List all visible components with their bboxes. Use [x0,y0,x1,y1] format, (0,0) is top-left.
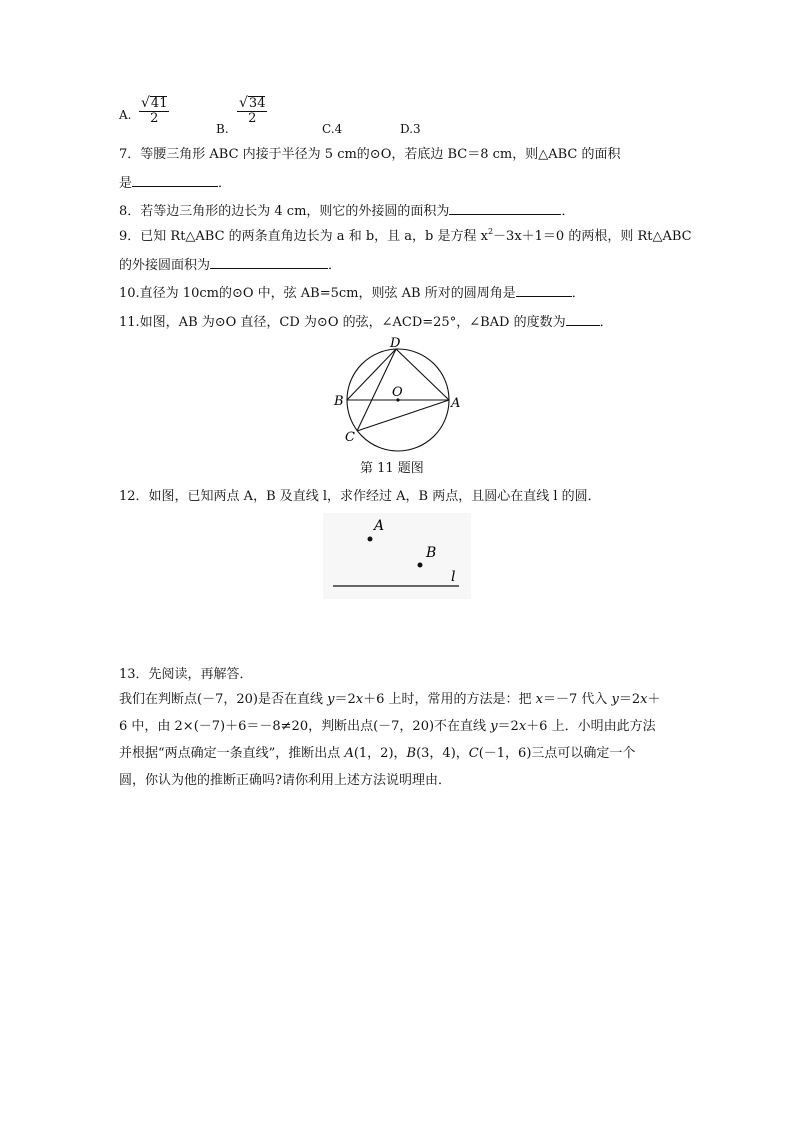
q9-text-b: －3x＋1＝0 的两根，则 Rt△ABC [493,229,692,244]
q13-l1-b: ＝2 [334,692,356,707]
q6-option-a-denominator: 2 [150,111,159,126]
q11-text: 11.如图，AB 为⊙O 直径，CD 为⊙O 的弦，∠ACD=25°，∠BAD 的度数为 [119,315,566,330]
q13-line3 [119,745,635,763]
q12-point-a [368,537,373,542]
q11-suffix: ． [599,315,613,330]
q9-prefix: 的外接圆面积为 [119,258,211,273]
q7-answer-blank[interactable] [132,173,218,187]
q13-l3-a: 并根据“两点确定一条直线”，推断出点 [119,746,345,761]
q13-l2-a: 6 中，由 2×(－7)＋6＝－8≠20，判断出点(－7，20)不在直线 [119,719,491,734]
q13-l2-x: x [518,719,527,734]
q7-line2 [119,173,231,193]
q13-l3-point-c: C [468,746,479,761]
q13-l3-c: (3，4)， [416,746,469,761]
q6-option-a-label: A. [119,108,132,122]
q13-l1-e: ＝2 [618,692,641,707]
q7-prefix: 是 [119,176,133,191]
q6-option-a-radicand: 41 [150,96,168,111]
q13-title: 13．先阅读，再解答． [119,667,253,682]
q13-l2-b: ＝2 [497,719,519,734]
q13-l1-a: 我们在判断点(－7，20)是否在直线 [119,692,328,707]
q10-suffix: ． [571,286,585,301]
q12-label-a: A [374,518,385,534]
q6-option-b-fraction: $\frac{√34}{2}$ [239,95,266,126]
q8-line [119,201,574,221]
q9-suffix: ． [328,258,342,273]
q13-l3-point-a: A [344,746,354,761]
q12-label-b: B [426,545,437,561]
q9-line2 [119,255,341,275]
q6-option-a-fraction: $\frac{√41}{2}$ [141,95,168,126]
q12-figure [323,513,471,599]
q13-l1-y2: y [611,692,619,707]
q12-point-b [418,563,423,568]
q13-l1-x3: x [640,692,648,707]
q13-l3-point-b: B [406,746,417,761]
q11-chord-ad [396,349,449,400]
q9-line1 [119,228,692,246]
q13-l1-x2: x [535,692,543,707]
q9-answer-blank[interactable] [210,255,328,269]
q8-suffix: ． [561,204,575,219]
q9-exponent: 2 [487,227,494,236]
q13-l1-f: ＋ [647,692,661,707]
q13-l1-d: ＝－7 代入 [542,692,612,707]
q11-label-o: O [392,385,403,400]
q12-line: 12．如图，已知两点 A，B 及直线 l，求作经过 A，B 两点，且圆心在直线 l 的圆． [119,489,601,504]
q7-suffix: ． [218,176,232,191]
q13-line4: 圆，你认为他的推断正确吗?请你利用上述方法说明理由． [119,773,451,788]
q11-answer-blank[interactable] [566,312,600,326]
q11-chord-cd [357,349,396,431]
q13-l3-b: (1，2)， [353,746,407,761]
q11-circle-figure [320,330,480,456]
q11-figure-caption: 第 11 题图 [360,461,424,476]
q13-line1 [119,691,661,709]
q13-l1-x: x [355,692,364,707]
q11-label-b: B [334,394,344,409]
q11-label-d: D [390,336,401,351]
q6-option-b-denominator: 2 [248,111,257,126]
q6-option-b-radicand: 34 [248,96,266,111]
q9-text-a: 9．已知 Rt△ABC 的两条直角边长为 a 和 b，且 a，b 是方程 x [119,229,488,244]
q8-text: 8．若等边三角形的边长为 4 cm，则它的外接圆的面积为 [119,204,450,219]
q12-label-l: l [451,569,456,585]
q10-answer-blank[interactable] [516,283,572,297]
q10-line [119,283,585,303]
q13-l2-y: y [490,719,498,734]
q6-option-b-label: B. [216,122,229,136]
q8-answer-blank[interactable] [449,201,561,215]
q10-text: 10.直径为 10cm的⊙O 中，弦 AB=5cm，则弦 AB 所对的圆周角是 [119,286,516,301]
q11-label-c: C [345,430,355,445]
q11-line [119,312,613,332]
q13-line2 [119,718,656,736]
q13-l3-d: (－1，6)三点可以确定一个 [478,746,636,761]
q6-option-c: C.4 [322,122,343,136]
q13-l1-c: ＋6 上时，常用的方法是：把 [363,692,536,707]
q6-option-d: D.3 [400,122,421,136]
q7-line1: 7．等腰三角形 ABC 内接于半径为 5 cm的⊙O，若底边 BC＝8 cm，则△ABC 的面积 [119,147,621,162]
q11-label-a: A [451,396,461,411]
q13-l1-y: y [327,692,335,707]
q13-l2-c: ＋6 上．小明由此方法 [526,719,656,734]
q11-chord-ac [357,400,449,431]
